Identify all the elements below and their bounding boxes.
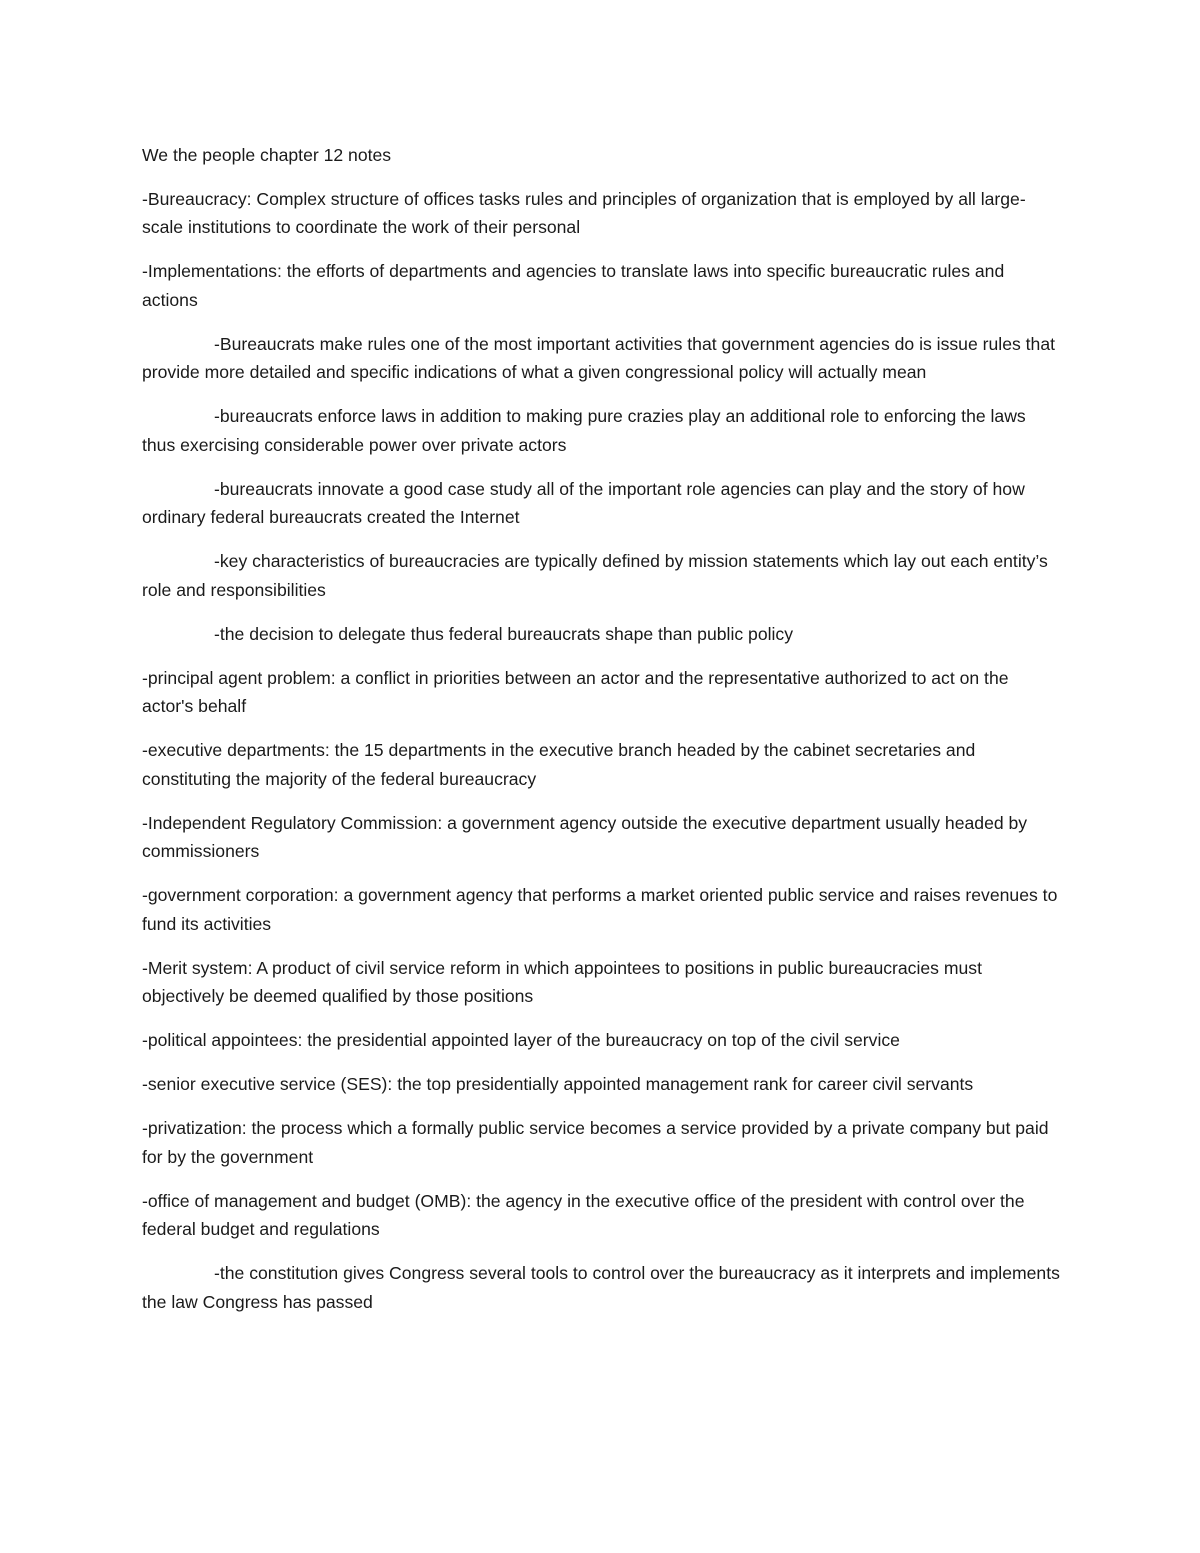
note-implementations: -Implementations: the efforts of departments and agencies to translate laws into specific bureaucratic rules and actions	[142, 261, 1005, 310]
note-senior-executive-service: -senior executive service (SES): the top presidentially appointed management rank for career civil servants	[142, 1074, 974, 1094]
note-congress-tools: -the constitution gives Congress several tools to control over the bureaucracy as it interprets and implements the law Congress has passed	[142, 1263, 1060, 1312]
note-omb: -office of management and budget (OMB): the agency in the executive office of the president with control over the federal budget and regulations	[142, 1190, 1025, 1239]
note-privatization: -privatization: the process which a formally public service becomes a service provided by a private company but paid for by the government	[142, 1118, 1049, 1167]
note-bureaucracy: -Bureaucracy: Complex structure of offices tasks rules and principles of organization that is employed by all large-scale institutions to coordinate the work of their personal	[142, 188, 1026, 237]
note-key-characteristics: -key characteristics of bureaucracies are typically defined by mission statements which lay out each entity’s role and responsibilities	[142, 551, 1048, 600]
note-government-corporation: -government corporation: a government agency that performs a market oriented public service and raises revenues to fund its activities	[142, 885, 1058, 934]
note-decision-to-delegate: -the decision to delegate thus federal bureaucrats shape than public policy	[214, 623, 794, 644]
note-political-appointees: -political appointees: the presidential appointed layer of the bureaucracy on top of the civil service	[142, 1030, 900, 1050]
note-bureaucrats-enforce-laws: -bureaucrats enforce laws in addition to making pure crazies play an additional role to enforcing the laws thus exercising considerable power over private actors	[142, 406, 1026, 455]
note-independent-regulatory-commission: -Independent Regulatory Commission: a government agency outside the executive department usually headed by commissioners	[142, 812, 1028, 861]
note-principal-agent-problem: -principal agent problem: a conflict in priorities between an actor and the representative authorized to act on the actor's behalf	[142, 667, 1009, 716]
document-body	[142, 141, 1062, 1332]
note-merit-system: -Merit system: A product of civil service reform in which appointees to positions in public bureaucracies must objectively be deemed qualified by those positions	[142, 957, 982, 1006]
note-executive-departments: -executive departments: the 15 departments in the executive branch headed by the cabinet secretaries and constituting the majority of the federal bureaucracy	[142, 740, 976, 789]
note-bureaucrats-make-rules: -Bureaucrats make rules one of the most important activities that government agencies do is issue rules that provide more detailed and specific indications of what a given congressional policy will actually mean	[142, 333, 1056, 382]
note-bureaucrats-innovate: -bureaucrats innovate a good case study all of the important role agencies can play and the story of how ordinary federal bureaucrats created the Internet	[142, 478, 1025, 527]
document-title: We the people chapter 12 notes	[142, 145, 392, 165]
